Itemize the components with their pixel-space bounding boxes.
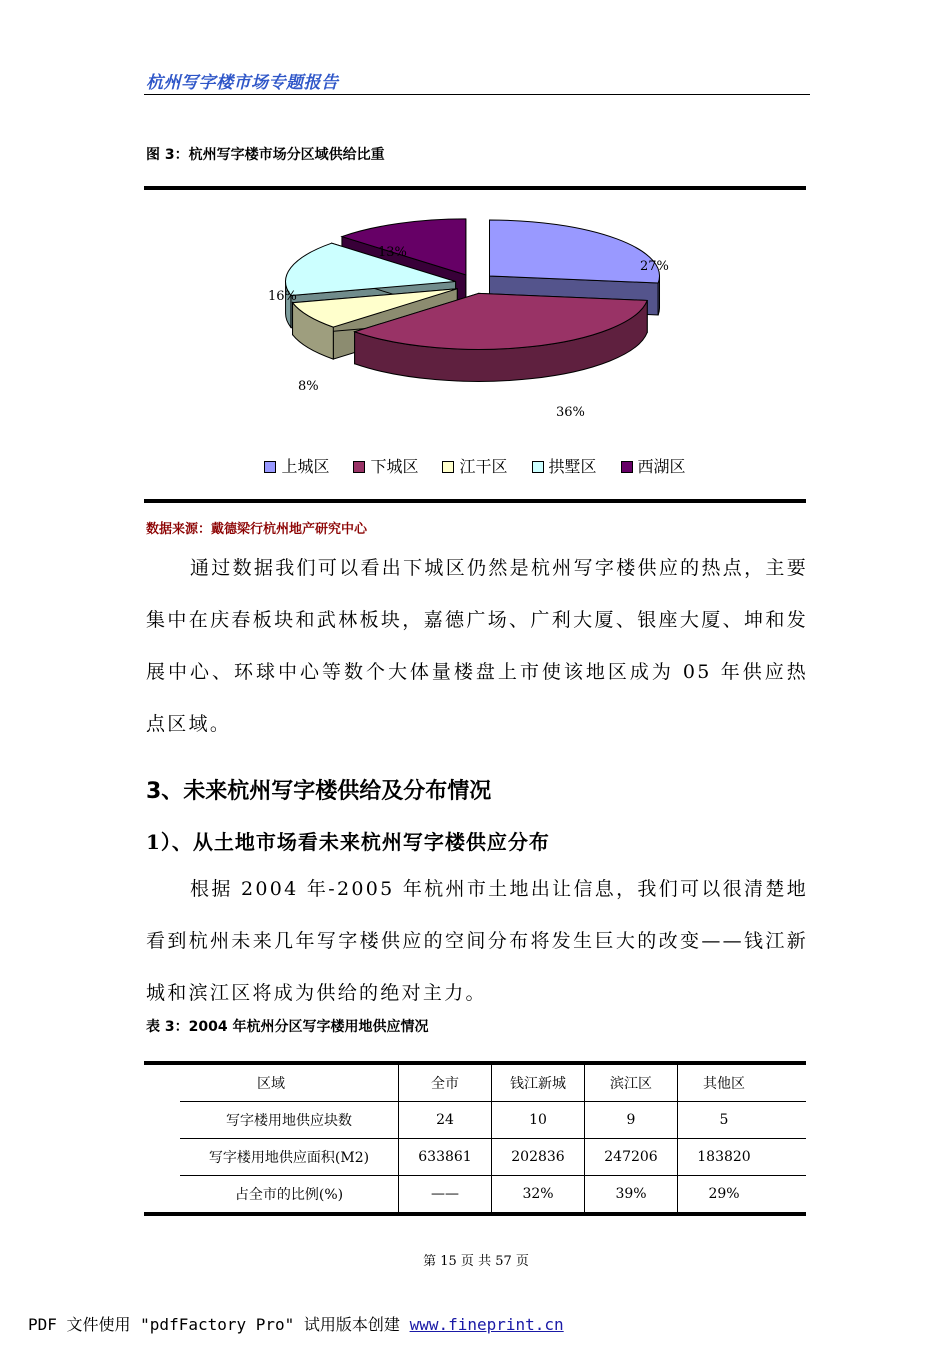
- data-source: 数据来源：戴德梁行杭州地产研究中心: [146, 522, 368, 537]
- table-cell: 183820: [678, 1139, 771, 1176]
- figure-bottom-rule: [144, 499, 806, 503]
- table-cell: 写字楼用地供应块数: [180, 1102, 399, 1139]
- page-footer: 第 15 页 共 57 页: [423, 1254, 529, 1269]
- subsection-heading: 1）、从土地市场看未来杭州写字楼供应分布: [146, 830, 550, 854]
- header-rule: [144, 94, 810, 95]
- table-cell: 39%: [585, 1176, 678, 1215]
- legend-item-2: [442, 454, 507, 477]
- legend-label: 江干区: [459, 457, 508, 476]
- table-cell: 633861: [399, 1139, 492, 1176]
- table-cell: ——: [399, 1176, 492, 1215]
- slice-label-3: 16%: [268, 289, 297, 304]
- table-header-cell: 区域: [257, 1076, 285, 1092]
- pdf-note-text: PDF 文件使用 "pdfFactory Pro" 试用版本创建: [28, 1315, 410, 1334]
- legend-label: 拱墅区: [548, 457, 597, 476]
- table-header-row: [144, 1063, 806, 1102]
- legend-item-1: [353, 454, 418, 477]
- slice-label-0: 27%: [640, 259, 669, 274]
- figure-caption: 图 3：杭州写字楼市场分区域供给比重: [146, 147, 385, 163]
- table-row: [144, 1176, 806, 1215]
- supply-table: [144, 1061, 806, 1216]
- pie-chart: [144, 192, 806, 442]
- header-title: 杭州写字楼市场专题报告: [146, 73, 339, 93]
- table-cell: 24: [399, 1102, 492, 1139]
- legend-label: 下城区: [370, 457, 419, 476]
- table-cell: 202836: [492, 1139, 585, 1176]
- paragraph-1: 通过数据我们可以看出下城区仍然是杭州写字楼供应的热点，主要集中在庆春板块和武林板块，嘉德广场、广利大厦、银座大厦、坤和发展中心、环球中心等数个大体量楼盘上市使该地区成为 05 年供应热点区域。: [146, 557, 808, 735]
- paragraph-2: 根据 2004 年-2005 年杭州市土地出让信息，我们可以很清楚地看到杭州未来几年写字楼供应的空间分布将发生巨大的改变——钱江新城和滨江区将成为供给的绝对主力。: [146, 878, 808, 1004]
- table-cell: 占全市的比例(%): [180, 1176, 399, 1215]
- slice-label-2: 8%: [298, 379, 319, 394]
- legend-item-4: [621, 454, 686, 477]
- table-header-cell: 滨江区: [585, 1063, 678, 1102]
- figure-top-rule: [144, 186, 806, 190]
- legend-label: 上城区: [281, 457, 330, 476]
- slice-label-4: 13%: [378, 245, 407, 260]
- slice-label-1: 36%: [556, 405, 585, 420]
- legend-swatch: [353, 461, 365, 473]
- table-cell: 9: [585, 1102, 678, 1139]
- legend-label: 西湖区: [637, 457, 686, 476]
- table-header-cell: 钱江新城: [492, 1063, 585, 1102]
- table-cell: 247206: [585, 1139, 678, 1176]
- table-row: [144, 1139, 806, 1176]
- legend-swatch: [621, 461, 633, 473]
- table-caption: 表 3：2004 年杭州分区写字楼用地供应情况: [146, 1019, 429, 1035]
- table-cell: 10: [492, 1102, 585, 1139]
- legend-swatch: [442, 461, 454, 473]
- legend-item-0: [264, 454, 329, 477]
- table-header-cell: 其他区: [678, 1063, 771, 1102]
- table-cell: 写字楼用地供应面积(M2): [180, 1139, 399, 1176]
- table-cell: 32%: [492, 1176, 585, 1215]
- table-cell: 29%: [678, 1176, 771, 1215]
- section-heading: 3、未来杭州写字楼供给及分布情况: [146, 779, 492, 804]
- pie-chart-area: [144, 192, 806, 500]
- table-row: [144, 1102, 806, 1139]
- fineprint-link[interactable]: www.fineprint.cn: [409, 1315, 564, 1334]
- legend-swatch: [532, 461, 544, 473]
- table-cell: 5: [678, 1102, 771, 1139]
- table-header-cell: 全市: [399, 1063, 492, 1102]
- legend-item-3: [532, 454, 597, 477]
- legend-swatch: [264, 461, 276, 473]
- pdf-note: [28, 1312, 564, 1335]
- chart-legend: [144, 454, 806, 477]
